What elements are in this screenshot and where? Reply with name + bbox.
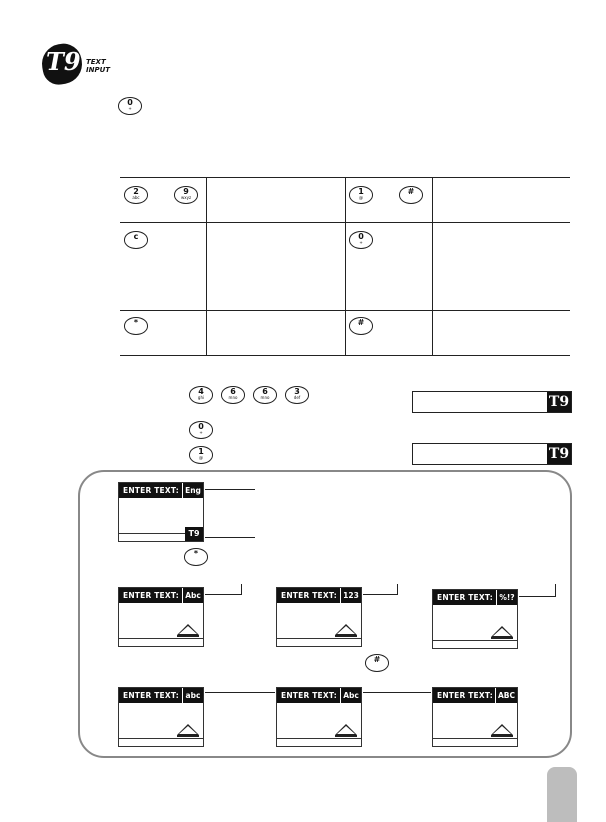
screen-baseline [433, 640, 517, 641]
screen-header: ENTER TEXT: [277, 688, 361, 703]
key-6-icon: 6 mno [253, 386, 277, 404]
key-c-icon: c [124, 231, 148, 249]
t9-logo-text-line2: INPUT [86, 66, 111, 74]
screen-mode-indicator: Abc [340, 688, 361, 703]
table-divider [206, 178, 207, 355]
triangle-up-icon [491, 626, 513, 637]
leader-line [241, 584, 242, 595]
t9-badge: T9 [548, 446, 570, 462]
key-6-icon: 6 mno [221, 386, 245, 404]
screen-main [118, 482, 204, 542]
table-divider [345, 178, 346, 355]
display-bar-example-1 [412, 391, 572, 413]
screen-mode-indicator: Eng [182, 483, 203, 498]
screen-header: ENTER TEXT: [119, 483, 203, 498]
screen-mode-numeric [276, 587, 362, 647]
screen-mode-abc-first-upper [276, 687, 362, 747]
screen-baseline [277, 638, 361, 639]
key-2-icon: 2 abc [124, 186, 148, 204]
triangle-up-icon [177, 724, 199, 735]
triangle-up-icon [335, 624, 357, 635]
leader-line [397, 584, 398, 595]
screen-baseline [119, 738, 203, 739]
key-3-icon: 3 def [285, 386, 309, 404]
leader-line [555, 584, 556, 597]
t9-badge: T9 [548, 394, 570, 410]
screen-baseline [433, 738, 517, 739]
screen-mode-abc-lower [118, 687, 204, 747]
key-table [120, 177, 570, 356]
triangle-up-icon [177, 624, 199, 635]
key-4-icon: 4 ghi [189, 386, 213, 404]
screen-header: ENTER TEXT: [119, 688, 203, 703]
screen-mode-symbols [432, 589, 518, 649]
leader-line [205, 489, 255, 490]
key-star-icon: * [124, 317, 148, 335]
key-hash-icon: # [365, 654, 389, 672]
screen-header: ENTER TEXT: [433, 688, 517, 703]
triangle-up-icon [335, 724, 357, 735]
screen-mode-abc-capitalized [118, 587, 204, 647]
triangle-up-icon [491, 724, 513, 735]
key-star-icon: * [184, 548, 208, 566]
leader-line [205, 537, 255, 538]
leader-line [205, 692, 275, 693]
key-0-icon: 0 + [189, 421, 213, 439]
screen-baseline [277, 738, 361, 739]
t9-logo-mark: T9 [46, 47, 81, 76]
screen-header: ENTER TEXT: [433, 590, 517, 605]
leader-line [363, 594, 397, 595]
screen-mode-indicator: abc [182, 688, 203, 703]
key-9-icon: 9 wxyz [174, 186, 198, 204]
screen-mode-indicator: 123 [340, 588, 361, 603]
screen-baseline [119, 638, 203, 639]
table-divider [120, 222, 570, 223]
table-divider [120, 310, 570, 311]
page-tab-marker [547, 767, 577, 822]
key-0-icon: 0 + [118, 97, 142, 115]
table-divider [432, 178, 433, 355]
screen-mode-indicator: Abc [182, 588, 203, 603]
leader-line [363, 692, 431, 693]
screen-header: ENTER TEXT: [277, 588, 361, 603]
screen-header: ENTER TEXT: [119, 588, 203, 603]
t9-logo-text-line1: TEXT [86, 58, 106, 66]
screen-t9-badge: T9 [185, 527, 203, 541]
screen-mode-abc-upper [432, 687, 518, 747]
key-1-icon: 1 @ [189, 446, 213, 464]
screen-mode-indicator: %!? [496, 590, 517, 605]
leader-line [205, 594, 241, 595]
t9-logo [42, 40, 111, 84]
display-bar-example-2 [412, 443, 572, 465]
key-0-icon: 0 + [349, 231, 373, 249]
key-1-icon: 1 @ [349, 186, 373, 204]
screen-mode-indicator: ABC [495, 688, 517, 703]
key-hash-icon: # [399, 186, 423, 204]
leader-line [519, 596, 555, 597]
key-hash-icon: # [349, 317, 373, 335]
